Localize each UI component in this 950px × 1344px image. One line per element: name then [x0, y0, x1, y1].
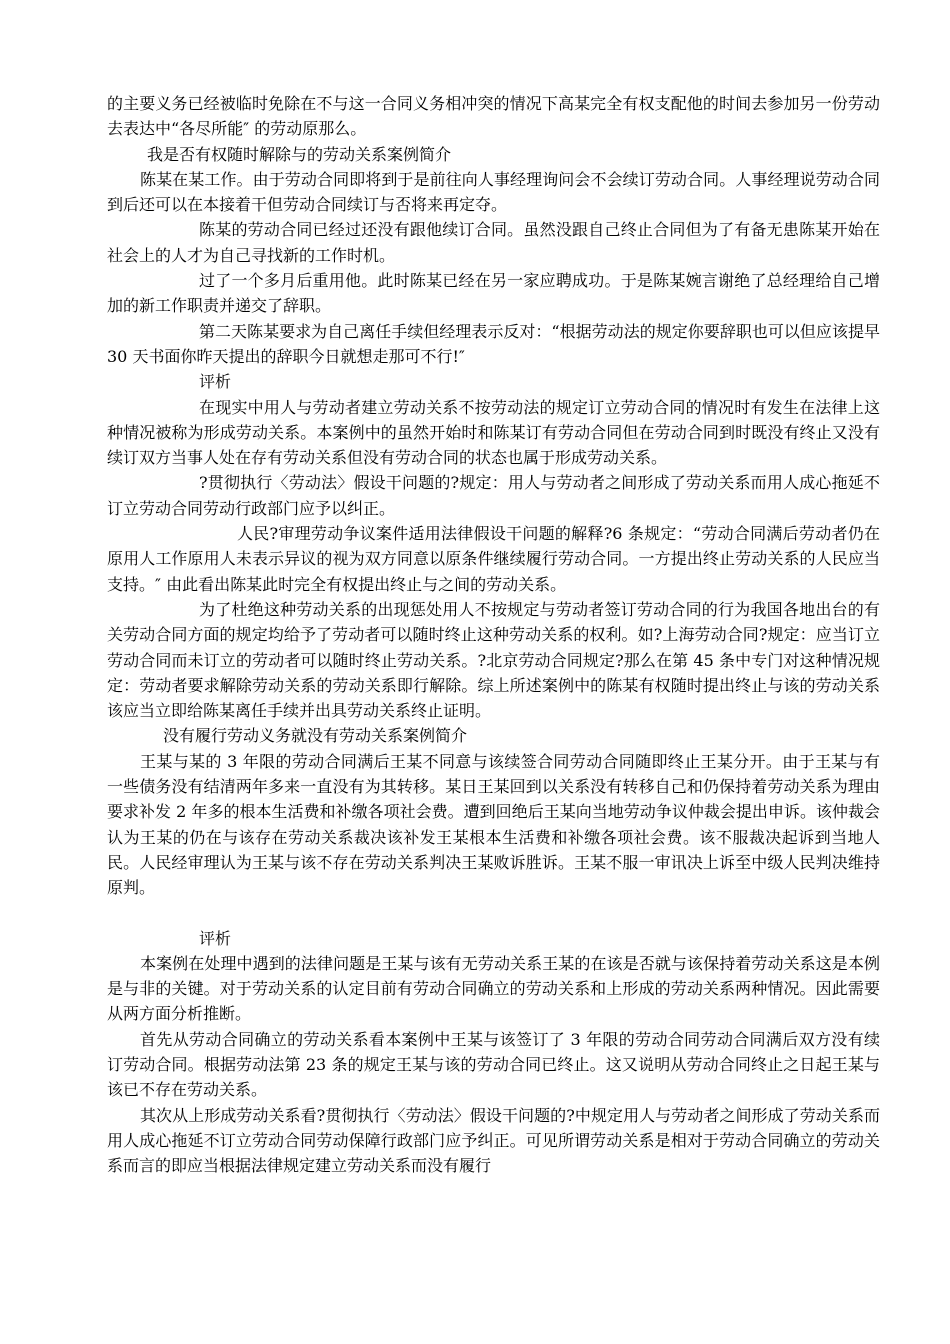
analysis-heading: 评析: [199, 928, 232, 948]
paragraph: ?贯彻执行〈劳动法〉假设干问题的?规定：用人与劳动者之间形成了劳动关系而用人成心拖延不订立劳动合同劳动行政部门应予以纠正。: [107, 473, 880, 518]
paragraph: 人民?审理劳动争议案件适用法律假设干问题的解释?6 条规定：“劳动合同满后劳动者仍在原用人工作原用人未表示异议的视为双方同意以原条件继续履行劳动合同。一方提出终止劳动关系的人民应当支持。″ 由此看出陈某此时完全有权提出终止与之间的劳动关系。: [107, 524, 880, 594]
paragraph: 首先从劳动合同确立的劳动关系看本案例中王某与该签订了 3 年限的劳动合同劳动合同满后双方没有续订劳动合同。根据劳动法第 23 条的规定王某与该的劳动合同已终止。这又说明从劳动合同终止之日起王某与该已不存在劳动关系。: [107, 1029, 880, 1100]
analysis-heading: 评析: [199, 372, 232, 392]
section-heading-case-two: 没有履行劳动义务就没有劳动关系案例简介: [163, 726, 468, 746]
paragraph: 第二天陈某要求为自己离任手续但经理表示反对：“根据劳动法的规定你要辞职也可以但应该提早 30 天书面你昨天提出的辞职今日就想走那可不行!″: [107, 321, 880, 366]
paragraph: 王某与某的 3 年限的劳动合同满后王某不同意与该续签合同劳动合同随即终止王某分开。由于王某与有一些债务没有结清两年多来一直没有为其转移。某日王某回到以关系没有转移自己和仍保持着劳动关系为理由要求补发 2 年多的根本生活费和补缴各项社会费。遭到回绝后王某向当地劳动争议仲裁会提出申诉。该仲裁会认为王某的仍在与该存在劳动关系裁决该补发王某根本生活费和补缴各项社会费。该不服裁决起诉到当地人民。人民经审理认为王某与该不存在劳动关系判决王某败诉胜诉。王某不服一审讯决上诉至中级人民判决维持原判。: [107, 751, 880, 898]
blank-line: [107, 901, 880, 926]
paragraph: 本案例在处理中遇到的法律问题是王某与该有无劳动关系王某的在该是否就与该保持着劳动关系这是本例是与非的关键。对于劳动关系的认定目前有劳动合同确立的劳动关系和上形成的劳动关系两种情况。因此需要从两方面分析推断。: [107, 953, 880, 1024]
paragraph: 陈某在某工作。由于劳动合同即将到于是前往向人事经理询问会不会续订劳动合同。人事经理说劳动合同到后还可以在本接着干但劳动合同续订与否将来再定夺。: [107, 169, 880, 215]
section-heading-case-one: 我是否有权随时解除与的劳动关系案例简介: [147, 144, 452, 164]
paragraph-continuation: 的主要义务已经被临时免除在不与这一合同义务相冲突的情况下高某完全有权支配他的时间去参加另一份劳动去表达中“各尽所能″ 的劳动原那么。: [107, 94, 880, 139]
paragraph: 为了杜绝这种劳动关系的出现惩处用人不按规定与劳动者签订劳动合同的行为我国各地出台的有关劳动合同方面的规定均给予了劳动者可以随时终止这种劳动关系的权利。如?上海劳动合同?规定：应当订立劳动合同而未订立的劳动者可以随时终止劳动关系。?北京劳动合同规定?那么在第 45 条中专门对这种情况规定：劳动者要求解除劳动关系的劳动关系即行解除。综上所述案例中的陈某有权随时提出终止与该的劳动关系该应当立即给陈某离任手续并出具劳动关系终止证明。: [107, 599, 880, 721]
document-body: [107, 91, 880, 1178]
paragraph: 陈某的劳动合同已经过还没有跟他续订合同。虽然没跟自己终止合同但为了有备无患陈某开始在社会上的人才为自己寻找新的工作时机。: [107, 220, 880, 265]
paragraph: 过了一个多月后重用他。此时陈某已经在另一家应聘成功。于是陈某婉言谢绝了总经理给自己增加的新工作职责并递交了辞职。: [107, 271, 880, 316]
paragraph: 在现实中用人与劳动者建立劳动关系不按劳动法的规定订立劳动合同的情况时有发生在法律上这种情况被称为形成劳动关系。本案例中的虽然开始时和陈某订有劳动合同但在劳动合同到时既没有终止又没有续订双方当事人处在存有劳动关系但没有劳动合同的状态也属于形成劳动关系。: [107, 397, 880, 468]
paragraph: 其次从上形成劳动关系看?贯彻执行〈劳动法〉假设干问题的?中规定用人与劳动者之间形成了劳动关系而用人成心拖延不订立劳动合同劳动保障行政部门应予纠正。可见所谓劳动关系是相对于劳动合同确立的劳动关系而言的即应当根据法律规定建立劳动关系而没有履行: [107, 1105, 880, 1176]
